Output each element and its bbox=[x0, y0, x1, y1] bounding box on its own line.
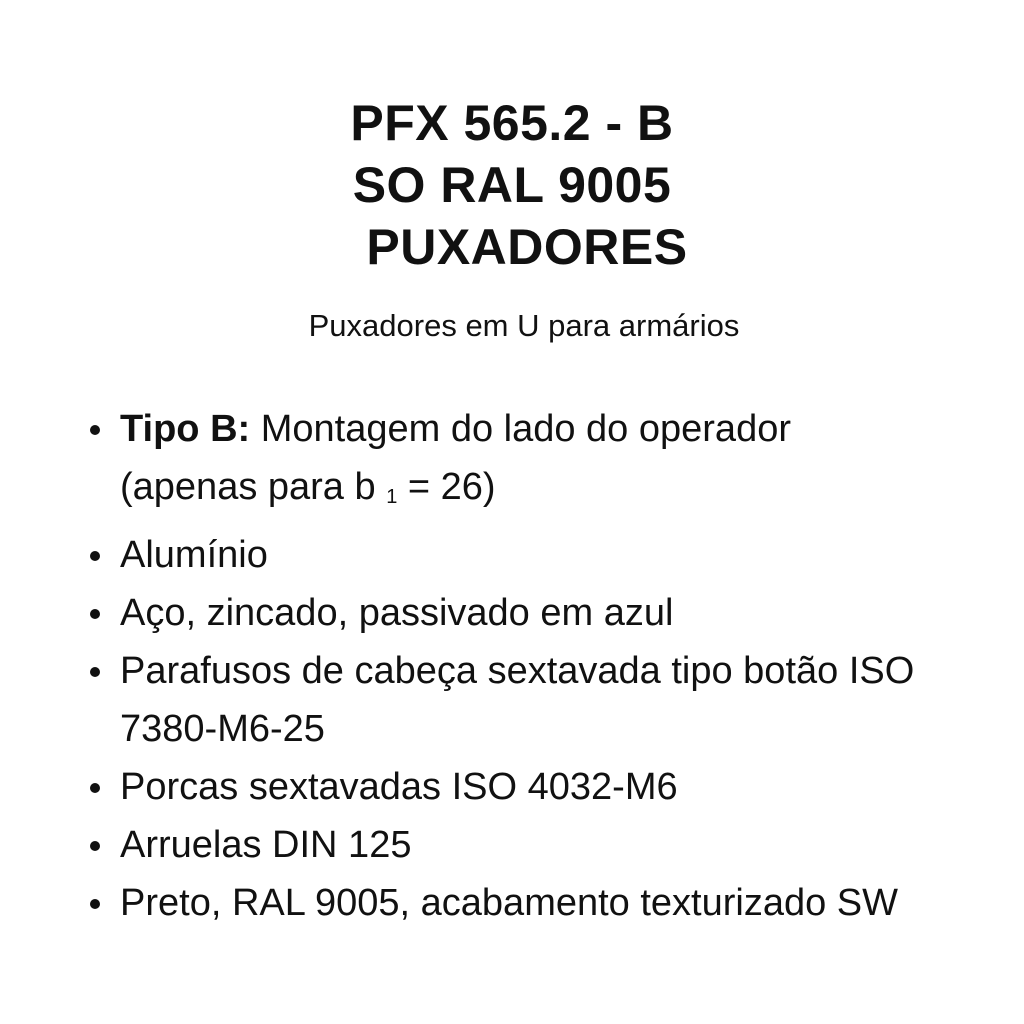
product-subtitle: Puxadores em U para armários bbox=[308, 308, 740, 343]
feature-type-note-prefix: (apenas para b bbox=[120, 466, 387, 508]
feature-item-nuts: Porcas sextavadas ISO 4032-M6 bbox=[88, 758, 988, 816]
feature-type-note-subscript: 1 bbox=[386, 486, 398, 508]
feature-item-screws: Parafusos de cabeça sextavada tipo botão ISO 7380-M6-25 bbox=[88, 642, 988, 758]
feature-type-note-suffix: = 26) bbox=[397, 466, 496, 508]
feature-item-type bbox=[88, 400, 988, 526]
feature-item-material: Alumínio bbox=[88, 526, 988, 584]
feature-item-steel: Aço, zincado, passivado em azul bbox=[88, 584, 988, 642]
product-category: PUXADORES bbox=[366, 219, 688, 275]
feature-list bbox=[88, 400, 988, 932]
feature-item-washers: Arruelas DIN 125 bbox=[88, 816, 988, 874]
feature-type-text: Montagem do lado do operador bbox=[250, 408, 791, 450]
feature-item-color: Preto, RAL 9005, acabamento texturizado SW bbox=[88, 874, 988, 932]
product-title bbox=[0, 92, 1024, 278]
product-code: PFX 565.2 - B bbox=[350, 95, 674, 151]
feature-type-label: Tipo B: bbox=[120, 408, 251, 450]
product-finish: SO RAL 9005 bbox=[352, 157, 672, 213]
